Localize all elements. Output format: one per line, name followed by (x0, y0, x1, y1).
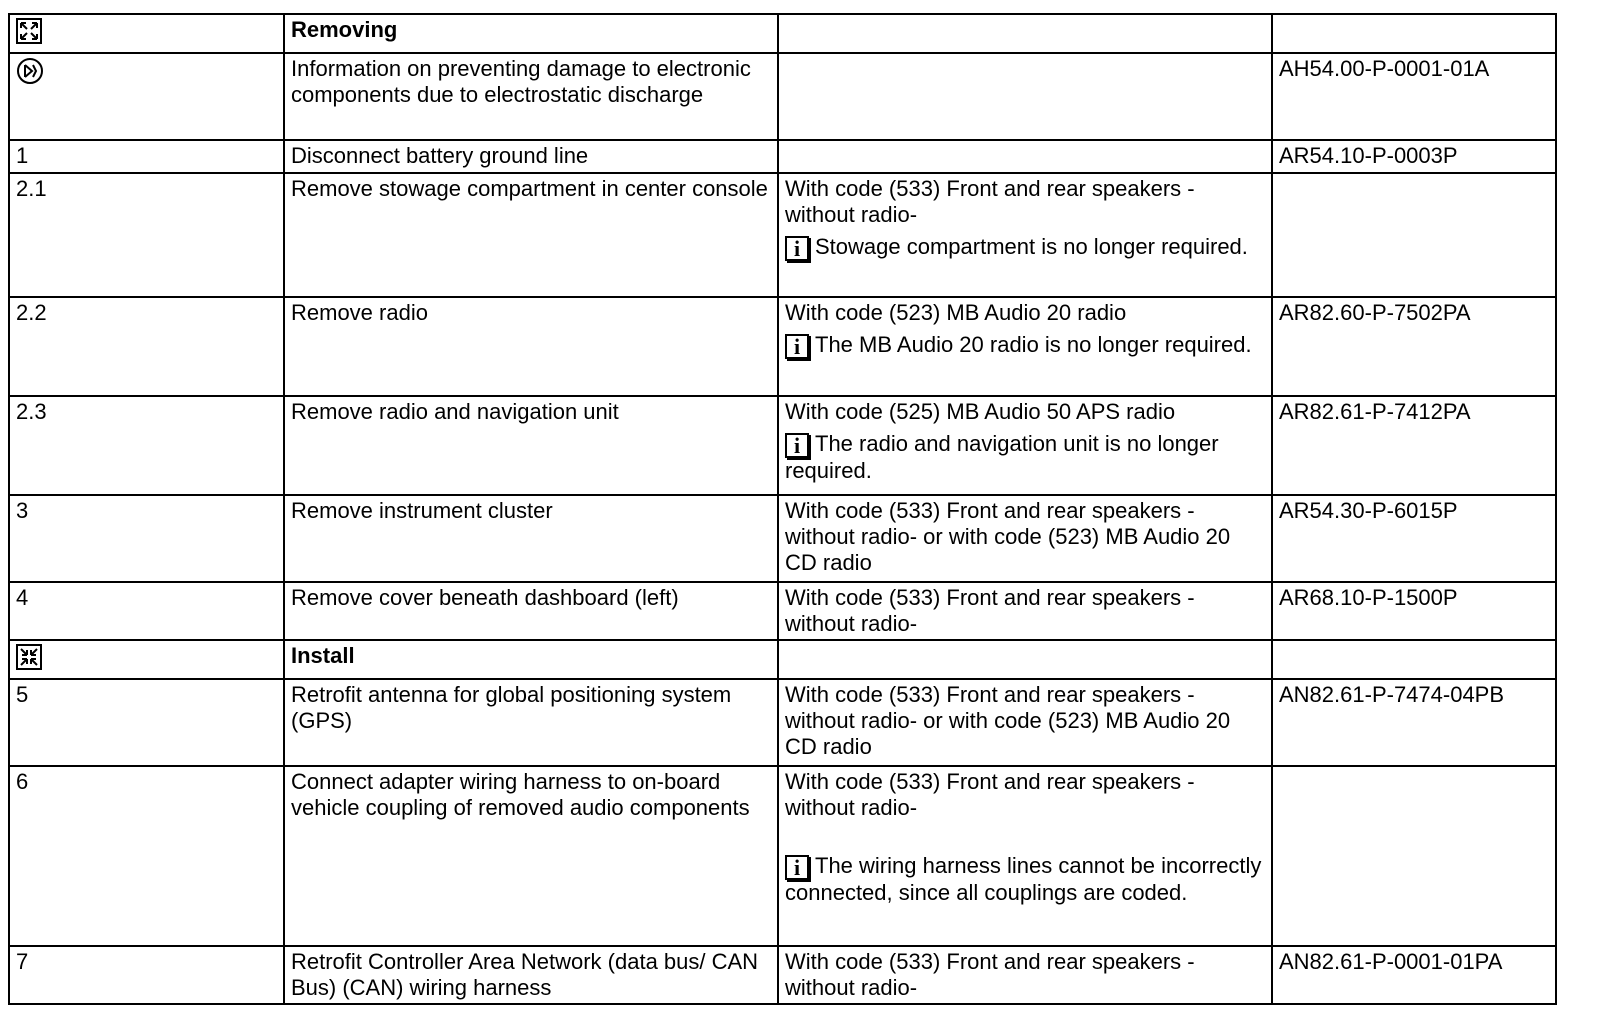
section-header-removing (9, 14, 1556, 53)
step-number: 2.3 (9, 396, 284, 495)
step-condition: With code (533) Front and rear speakers - without radio- (785, 769, 1195, 820)
empty-cell (778, 53, 1272, 140)
removing-arrows-icon (16, 18, 42, 44)
section-header-install (9, 640, 1556, 679)
step-note (785, 431, 1265, 484)
esd-info-text: Information on preventing damage to electronic components due to electrostatic discharge (284, 53, 778, 140)
step-text: Remove cover beneath dashboard (left) (284, 582, 778, 640)
esd-info-row (9, 53, 1556, 140)
repair-procedure-table (8, 13, 1557, 1005)
table-row (9, 396, 1556, 495)
info-icon: i (785, 334, 809, 359)
info-icon: i (785, 433, 809, 458)
step-ref[interactable]: AR82.60-P-7502PA (1272, 297, 1556, 396)
step-ref[interactable]: AR54.10-P-0003P (1272, 140, 1556, 173)
step-condition: With code (525) MB Audio 50 APS radio (785, 399, 1176, 424)
table-row (9, 297, 1556, 396)
table-row (9, 173, 1556, 297)
info-icon: i (785, 236, 809, 261)
step-note-text: The MB Audio 20 radio is no longer required. (815, 332, 1252, 357)
step-condition-cell (778, 173, 1272, 297)
step-note-text: The wiring harness lines cannot be incorrectly connected, since all couplings are coded. (785, 853, 1262, 905)
step-condition-cell (778, 297, 1272, 396)
step-text: Retrofit Controller Area Network (data bus/ CAN Bus) (CAN) wiring harness (284, 946, 778, 1004)
step-text: Remove radio (284, 297, 778, 396)
step-note (785, 853, 1265, 906)
step-text: Remove stowage compartment in center console (284, 173, 778, 297)
section-title-removing: Removing (284, 14, 778, 53)
table-row (9, 140, 1556, 173)
step-condition: With code (533) Front and rear speakers - without radio- (785, 176, 1195, 227)
step-number: 2.1 (9, 173, 284, 297)
step-ref[interactable]: AR68.10-P-1500P (1272, 582, 1556, 640)
spacer (785, 821, 1265, 847)
step-note (785, 332, 1265, 359)
step-condition: With code (533) Front and rear speakers - without radio- (778, 946, 1272, 1004)
step-text: Retrofit antenna for global positioning system (GPS) (284, 679, 778, 766)
step-condition (778, 140, 1272, 173)
step-number: 2.2 (9, 297, 284, 396)
table-row (9, 582, 1556, 640)
step-ref[interactable]: AR82.61-P-7412PA (1272, 396, 1556, 495)
step-text: Remove radio and navigation unit (284, 396, 778, 495)
esd-icon-cell (9, 53, 284, 140)
step-note (785, 234, 1265, 261)
step-condition: With code (523) MB Audio 20 radio (785, 300, 1127, 325)
esd-warning-icon (16, 57, 44, 85)
step-number: 3 (9, 495, 284, 582)
empty-cell (778, 14, 1272, 53)
install-arrows-icon (16, 644, 42, 670)
info-icon: i (785, 855, 809, 880)
step-note-text: The radio and navigation unit is no longer required. (785, 431, 1219, 483)
step-ref (1272, 766, 1556, 946)
empty-cell (778, 640, 1272, 679)
step-condition: With code (533) Front and rear speakers - without radio- or with code (523) MB Audio 20 CD radio (778, 679, 1272, 766)
step-text: Remove instrument cluster (284, 495, 778, 582)
empty-cell (1272, 640, 1556, 679)
step-ref (1272, 173, 1556, 297)
table-row (9, 495, 1556, 582)
empty-cell (1272, 14, 1556, 53)
step-ref[interactable]: AR54.30-P-6015P (1272, 495, 1556, 582)
step-condition: With code (533) Front and rear speakers - without radio- or with code (523) MB Audio 20 CD radio (778, 495, 1272, 582)
table-row (9, 946, 1556, 1004)
removing-icon-cell (9, 14, 284, 53)
table-row (9, 766, 1556, 946)
step-number: 5 (9, 679, 284, 766)
section-title-install: Install (284, 640, 778, 679)
step-ref[interactable]: AN82.61-P-7474-04PB (1272, 679, 1556, 766)
step-condition: With code (533) Front and rear speakers - without radio- (778, 582, 1272, 640)
step-condition-cell (778, 766, 1272, 946)
step-text: Disconnect battery ground line (284, 140, 778, 173)
step-note-text: Stowage compartment is no longer required. (815, 234, 1248, 259)
step-number: 7 (9, 946, 284, 1004)
step-condition-cell (778, 396, 1272, 495)
step-number: 4 (9, 582, 284, 640)
step-number: 6 (9, 766, 284, 946)
step-ref[interactable]: AN82.61-P-0001-01PA (1272, 946, 1556, 1004)
table-row (9, 679, 1556, 766)
step-number: 1 (9, 140, 284, 173)
step-text: Connect adapter wiring harness to on-board vehicle coupling of removed audio components (284, 766, 778, 946)
install-icon-cell (9, 640, 284, 679)
esd-info-ref[interactable]: AH54.00-P-0001-01A (1272, 53, 1556, 140)
